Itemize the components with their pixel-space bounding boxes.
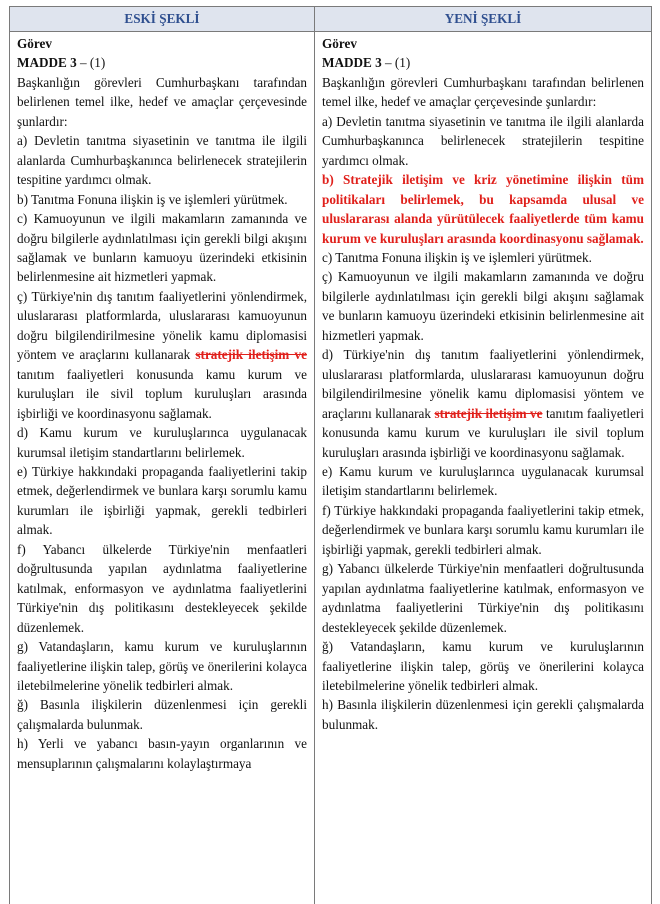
new-article-number: MADDE 3 xyxy=(322,55,382,71)
old-item-f: f) Yabancı ülkelerde Türkiye'nin menfaatleri doğrultusunda yapılan aydınlatma faaliyetlerine katılmak, enformasyon ve aydınlatma faaliyetlerini Türkiye'nin dış politikasını destekleyecek şekilde düzenlemek. xyxy=(17,541,307,635)
old-section-title: Görev xyxy=(17,36,52,51)
header-row xyxy=(10,7,652,32)
new-article-heading xyxy=(322,53,644,72)
new-version-header: YENİ ŞEKLİ xyxy=(315,7,652,32)
new-item-e: e) Kamu kurum ve kuruluşlarınca uygulanacak kurumsal iletişim standartlarını belirlemek. xyxy=(322,463,644,499)
old-item-c-cedilla xyxy=(17,287,307,423)
new-item-a: a) Devletin tanıtma siyasetinin ve tanıtma ile ilgili alanlarda Cumhurbaşkanınca belirlenecek stratejilerin tespitine yardımcı olmak. xyxy=(322,113,644,168)
old-item-g-breve: ğ) Basınla ilişkilerin düzenlenmesi için gerekli çalışmalarda bulunmak. xyxy=(17,697,307,732)
old-article-number: MADDE 3 xyxy=(17,55,77,71)
old-item-g: g) Vatandaşların, kamu kurum ve kuruluşlarının faaliyetlerine ilişkin talep, görüş ve önerilerini kolayca iletebilmelerine yönelik tedbirleri almak. xyxy=(17,639,307,693)
new-item-h: h) Basınla ilişkilerin düzenlenmesi için gerekli çalışmalarda bulunmak. xyxy=(322,697,644,732)
deleted-text: stratejik iletişim ve xyxy=(195,347,307,363)
comparison-table xyxy=(9,6,652,904)
new-intro: Başkanlığın görevleri Cumhurbaşkanı tarafından belirlenen temel ilke, hedef ve amaçlar çerçevesinde şunlardır: xyxy=(322,74,644,110)
new-item-g: g) Yabancı ülkelerde Türkiye'nin menfaatleri doğrultusunda yapılan aydınlatma faaliyetlerine katılmak, enformasyon ve aydınlatma faaliyetlerini Türkiye'nin dış politikasını destekleyecek şekilde düzenlemek. xyxy=(322,561,644,635)
old-item-c: c) Kamuoyunun ve ilgili makamların zamanında ve doğru bilgilerle aydınlatılması için gerekli bilgi akışını sağlamak ve bunların kamuoyu üzerindeki etkisinin belirlenmesine ait hizmetleri yapmak. xyxy=(17,211,307,285)
new-item-g-breve: ğ) Vatandaşların, kamu kurum ve kuruluşlarının faaliyetlerine ilişkin talep, görüş ve önerilerini kolayca iletebilmelerine yönelik tedbirleri almak. xyxy=(322,639,644,693)
old-article-suffix: – (1) xyxy=(76,55,106,71)
new-item-c: c) Tanıtma Fonuna ilişkin iş ve işlemleri yürütmek. xyxy=(322,249,592,265)
deleted-text: stratejik iletişim ve xyxy=(434,405,543,421)
new-section-title: Görev xyxy=(322,36,357,51)
new-item-c-cedilla: ç) Kamuoyunun ve ilgili makamların zamanında ve doğru bilgilerle aydınlatılması için gerekli bilgi akışını sağlamak ve bunların kamuoyu üzerindeki etkisinin belirlenmesine ait hizmetleri yapmak. xyxy=(322,269,644,343)
old-version-cell xyxy=(10,32,315,904)
new-article-suffix: – (1) xyxy=(381,55,411,71)
old-item-b: b) Tanıtma Fonuna ilişkin iş ve işlemleri yürütmek. xyxy=(17,191,288,207)
new-version-cell xyxy=(315,32,652,904)
new-item-d xyxy=(322,345,644,462)
new-item-d-after: tanıtım faaliyetleri konusunda kamu kurum ve kuruluşları ile sivil toplum kuruluşları arasında işbirliği ve koordinasyonu sağlamak. xyxy=(322,405,644,460)
old-version-header: ESKİ ŞEKLİ xyxy=(10,7,315,32)
old-article-heading xyxy=(17,53,307,72)
old-item-h: h) Yerli ve yabancı basın-yayın organlarının ve mensuplarının çalışmalarını kolaylaştırmaya xyxy=(17,736,307,771)
old-item-d: d) Kamu kurum ve kuruluşlarınca uygulanacak kurumsal iletişim standartlarını belirlemek. xyxy=(17,425,307,460)
new-item-d-before: d) Türkiye'nin dış tanıtım faaliyetlerini yönlendirmek, uluslararası platformlarda, uluslararası kamuoyunun doğru bilgilendirilmesine yönelik kamu diplomasisi yöntem ve araçlarını kullanarak xyxy=(322,347,644,421)
old-item-e: e) Türkiye hakkındaki propaganda faaliyetlerini takip etmek, değerlendirmek ve bunlara karşı sorumlu kamu kurumları ile işbirliği yapmak, gerekli tedbirleri almak. xyxy=(17,463,307,538)
old-item-a: a) Devletin tanıtma siyasetinin ve tanıtma ile ilgili alanlarda Cumhurbaşkanınca belirlenecek stratejilerin tespitine yardımcı olmak. xyxy=(17,133,307,188)
new-item-f: f) Türkiye hakkındaki propaganda faaliyetlerini takip etmek, değerlendirmek ve bunlara karşı sorumlu kamu kurumları ile işbirliği yapmak, gerekli tedbirleri almak. xyxy=(322,502,644,557)
old-item-c-cedilla-after: tanıtım faaliyetleri konusunda kamu kurum ve kuruluşları ile sivil toplum kuruluşları arasında işbirliği ve koordinasyonu sağlamak. xyxy=(17,366,307,421)
old-intro: Başkanlığın görevleri Cumhurbaşkanı tarafından belirlenen temel ilke, hedef ve amaçlar çerçevesinde şunlardır: xyxy=(17,74,307,129)
inserted-item-b: b) Stratejik iletişim ve kriz yönetimine ilişkin tüm politikaları belirlemek, bu kapsamda ulusal ve uluslararası alanda yürütülecek faaliyetlerde tüm kamu kurum ve kuruluşları arasında koordinasyonu sağlamak. xyxy=(322,172,644,246)
old-item-c-cedilla-before: ç) Türkiye'nin dış tanıtım faaliyetlerini yönlendirmek, uluslararası platformlarda, uluslararası kamuoyunun doğru bilgilendirilmesine yönelik kamu diplomasisi yöntem ve araçlarını kullanarak xyxy=(17,288,307,363)
content-row xyxy=(10,32,652,904)
